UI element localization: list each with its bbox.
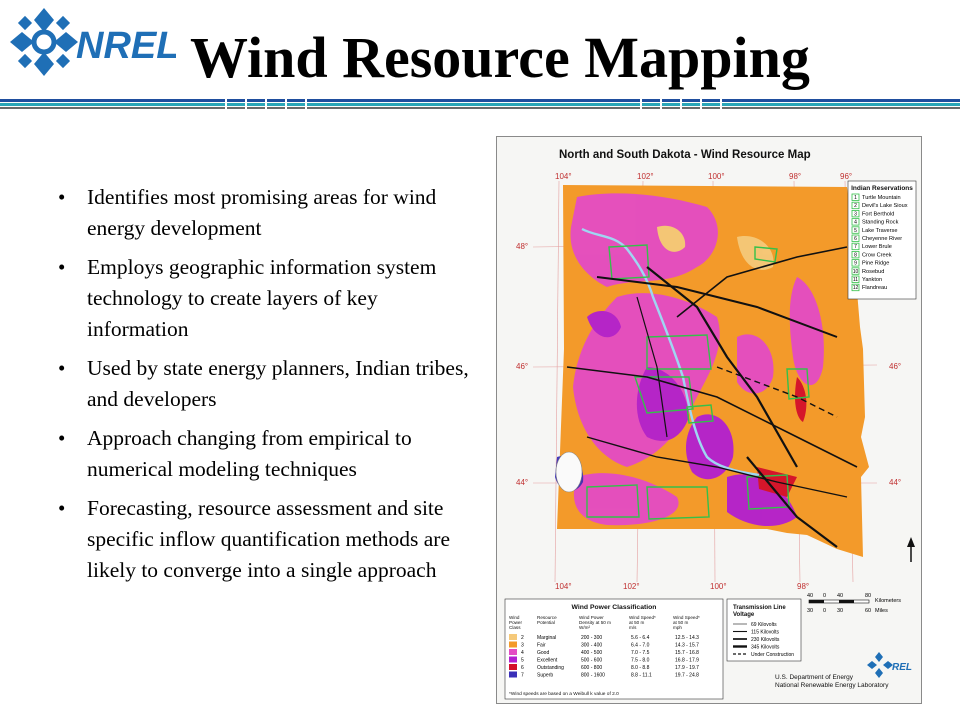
reservation-name: Devil's Lake Sioux <box>862 203 908 210</box>
lon-label: 98° <box>797 582 810 591</box>
nrel-emblem-icon <box>10 8 78 76</box>
transmission-label: Under Construction <box>751 652 795 658</box>
transmission-label: 115 Kilovolts <box>751 629 779 636</box>
lon-label: 100° <box>710 582 727 591</box>
lat-label: 44° <box>516 478 529 487</box>
svg-text:REL: REL <box>892 662 912 673</box>
reservation-number: 8 <box>854 252 857 259</box>
lon-label: 102° <box>637 172 654 181</box>
wind-class-speed-ms: 7.0 - 7.5 <box>631 650 650 656</box>
wind-class-potential: Superb <box>537 672 554 679</box>
reservation-name: Pine Ridge <box>862 260 890 267</box>
transmission-label: 69 Kilovolts <box>751 622 777 628</box>
svg-text:60: 60 <box>865 608 872 614</box>
wind-class-potential: Outstanding <box>537 665 564 671</box>
bullet-item: • Identifies most promising areas for wind energy development <box>58 185 437 240</box>
lon-label: 104° <box>555 582 572 591</box>
reservation-name: Lower Brule <box>862 244 892 251</box>
svg-text:Transmission Line: Transmission Line <box>733 605 786 611</box>
reservation-number: 10 <box>852 268 859 275</box>
svg-text:Wind Speed*: Wind Speed* <box>629 615 656 620</box>
svg-text:W/m²: W/m² <box>579 625 590 630</box>
transmission-label: 345 Kilovolts <box>751 644 780 651</box>
reservation-number: 11 <box>852 277 859 283</box>
wind-class-potential: Good <box>537 650 550 656</box>
map-title: North and South Dakota - Wind Resource Map <box>559 149 811 161</box>
svg-text:U.S. Department of Energy: U.S. Department of Energy <box>775 674 854 681</box>
bullet-item: • Used by state energy planners, Indian tribes, and developers <box>58 356 469 411</box>
lon-label: 96° <box>840 172 853 181</box>
reservation-number: 4 <box>854 219 857 226</box>
lon-label: 102° <box>623 582 640 591</box>
bullet-item: • Forecasting, resource assessment and site specific inflow quantification methods are likely to converge into a single approach <box>58 496 450 582</box>
nrel-logo-text: NREL <box>76 25 176 67</box>
reservation-number: 3 <box>854 211 857 218</box>
reservation-number: 2 <box>854 203 857 210</box>
wind-class-density: 300 - 400 <box>581 642 603 649</box>
reservation-name: Fort Berthold <box>862 211 895 218</box>
lon-label: 100° <box>708 172 725 181</box>
wind-class-speed-mph: 16.8 - 17.9 <box>675 657 699 664</box>
wind-class-speed-ms: 6.4 - 7.0 <box>631 642 650 649</box>
svg-text:Kilometers: Kilometers <box>875 598 901 604</box>
wind-class-potential: Marginal <box>537 635 557 641</box>
svg-text:Density at 50 m: Density at 50 m <box>579 620 611 625</box>
reservation-number: 5 <box>854 227 857 234</box>
lon-label: 104° <box>555 172 572 181</box>
wind-class-speed-mph: 17.9 - 19.7 <box>675 665 699 671</box>
wind-class-number: 6 <box>521 665 524 671</box>
wind-class-number: 3 <box>521 642 524 649</box>
map-graphic <box>497 137 921 703</box>
svg-text:Class: Class <box>509 625 521 630</box>
lat-label: 44° <box>889 478 902 487</box>
transmission-label: 230 Kilovolts <box>751 637 780 643</box>
wind-class-swatch <box>509 649 517 655</box>
wind-class-swatch <box>509 672 517 678</box>
reservation-number: 7 <box>854 244 857 251</box>
wind-class-density: 600 - 800 <box>581 665 603 671</box>
reservations-legend <box>848 181 916 299</box>
wind-class-speed-ms: 8.0 - 8.8 <box>631 665 650 671</box>
lat-label: 46° <box>516 362 529 371</box>
svg-text:30: 30 <box>837 608 844 614</box>
reservation-number: 1 <box>854 195 857 201</box>
wind-class-swatch <box>509 664 517 670</box>
wind-class-speed-mph: 12.5 - 14.3 <box>675 635 699 641</box>
reservation-name: Rosebud <box>862 268 885 275</box>
svg-text:0: 0 <box>823 593 827 599</box>
wind-class-density: 500 - 600 <box>581 657 603 664</box>
wind-resource-map <box>496 136 922 704</box>
reservation-name: Turtle Mountain <box>862 195 901 201</box>
nrel-logo <box>6 6 176 78</box>
reservation-name: Flandreau <box>862 285 888 292</box>
reservation-number: 9 <box>854 260 857 267</box>
wind-class-swatch <box>509 657 517 663</box>
transmission-legend <box>727 599 801 661</box>
svg-text:Power: Power <box>509 620 523 625</box>
reservation-name: Yankton <box>862 277 883 283</box>
svg-text:m/s: m/s <box>629 625 637 630</box>
wind-class-density: 800 - 1600 <box>581 672 605 679</box>
svg-text:National Renewable Energy Labo: National Renewable Energy Laboratory <box>775 682 889 689</box>
wind-class-speed-mph: 14.3 - 15.7 <box>675 642 699 649</box>
wind-class-footnote: *Wind speeds are based on a Weibull k value of 2.0 <box>509 692 619 697</box>
wind-class-number: 4 <box>521 650 524 656</box>
bullet-item: • Approach changing from empirical to numerical modeling techniques <box>58 426 412 481</box>
wind-class-speed-mph: 15.7 - 16.8 <box>675 650 699 656</box>
reservation-name: Cheyenne River <box>862 236 903 242</box>
header-rule <box>0 96 960 114</box>
svg-text:Resource: Resource <box>537 615 557 620</box>
lat-label: 48° <box>516 242 529 251</box>
reservation-number: 12 <box>852 285 859 292</box>
wind-class-title: Wind Power Classification <box>571 604 657 611</box>
wind-class-density: 200 - 300 <box>581 635 603 641</box>
svg-text:at 50 m: at 50 m <box>629 620 645 625</box>
svg-text:mph: mph <box>673 625 682 630</box>
wind-class-speed-ms: 5.6 - 6.4 <box>631 635 650 641</box>
reservation-name: Crow Creek <box>862 252 892 259</box>
wind-class-swatch <box>509 642 517 648</box>
wind-class-speed-ms: 7.5 - 8.0 <box>631 657 650 664</box>
reservation-number: 6 <box>854 236 857 242</box>
lon-label: 98° <box>789 172 802 181</box>
svg-text:40: 40 <box>807 593 814 599</box>
svg-text:Potential: Potential <box>537 620 555 625</box>
svg-text:Wind Speed*: Wind Speed* <box>673 615 700 620</box>
wind-class-density: 400 - 500 <box>581 650 603 656</box>
wind-class-speed-mph: 19.7 - 24.8 <box>675 672 699 679</box>
svg-text:Wind Power: Wind Power <box>579 615 604 620</box>
wind-class-speed-ms: 8.8 - 11.1 <box>631 672 652 679</box>
svg-text:40: 40 <box>837 593 844 599</box>
svg-text:30: 30 <box>807 608 814 614</box>
wind-class-potential: Excellent <box>537 657 558 664</box>
wind-class-number: 5 <box>521 657 524 664</box>
reservation-name: Standing Rock <box>862 219 899 226</box>
lat-label: 46° <box>889 362 902 371</box>
wind-class-table <box>505 599 723 699</box>
slide-title: Wind Resource Mapping <box>190 25 810 90</box>
svg-text:Voltage: Voltage <box>733 612 755 618</box>
wind-class-potential: Fair <box>537 642 546 649</box>
wind-class-number: 2 <box>521 635 524 641</box>
reservations-heading: Indian Reservations <box>851 185 913 192</box>
svg-text:0: 0 <box>823 608 827 614</box>
wind-class-number: 7 <box>521 672 524 679</box>
svg-text:80: 80 <box>865 593 872 599</box>
svg-text:Miles: Miles <box>875 608 888 614</box>
reservation-name: Lake Traverse <box>862 227 898 234</box>
bullet-list <box>50 182 475 594</box>
svg-text:Wind: Wind <box>509 615 520 620</box>
bullet-item: • Employs geographic information system technology to create layers of key information <box>58 255 437 341</box>
svg-text:at 50 m: at 50 m <box>673 620 689 625</box>
wind-class-swatch <box>509 634 517 640</box>
